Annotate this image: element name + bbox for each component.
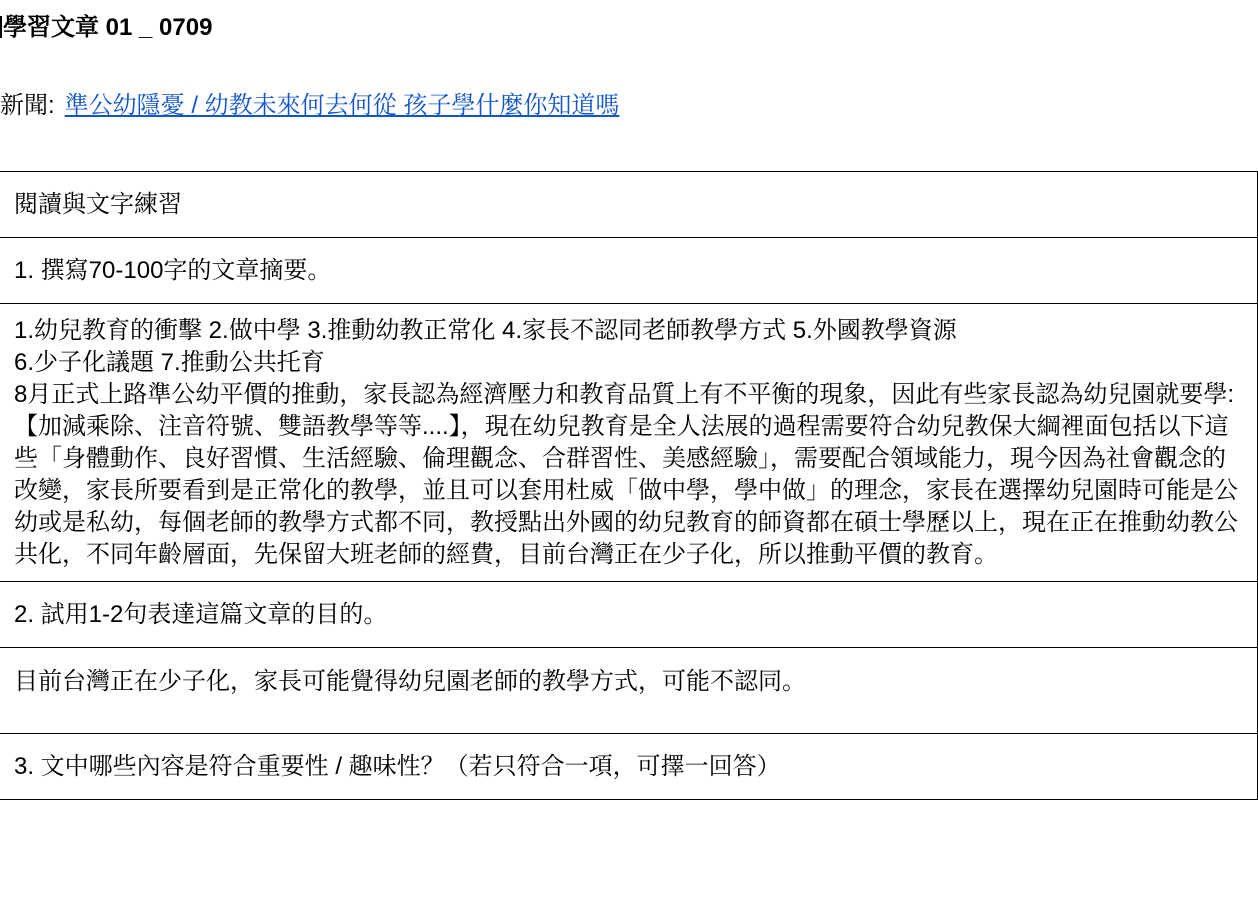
table-row	[0, 648, 1258, 734]
answer-1-keywords-line-1: 1.幼兒教育的衝擊 2.做中學 3.推動幼教正常化 4.家長不認同老師教學方式 5.外國教學資源	[14, 317, 957, 344]
question-2-cell[interactable]: 2. 試用1-2句表達這篇文章的目的。	[0, 582, 1258, 648]
table-row	[0, 172, 1258, 238]
document-title-text: 學習文章 01 _ 0709	[3, 14, 213, 41]
answer-1-keywords-line-2: 6.少子化議題 7.推動公共托育	[14, 349, 325, 376]
table-header-cell[interactable]: 閱讀與文字練習	[0, 172, 1258, 238]
news-label: 新聞:	[0, 92, 55, 119]
table-row	[0, 238, 1258, 304]
news-line	[0, 88, 619, 124]
answer-2-cell[interactable]: 目前台灣正在少子化，家長可能覺得幼兒園老師的教學方式，可能不認同。	[0, 648, 1258, 734]
table-row	[0, 304, 1258, 582]
answer-1-summary: 8月正式上路準公幼平價的推動，家長認為經濟壓力和教育品質上有不平衡的現象，因此有些家長認為幼兒園就要學:【加減乘除、注音符號、雙語教學等等....】，現在幼兒教育是全人法展的過程需要符合幼兒教保大綱裡面包括以下這些「身體動作、良好習慣、生活經驗、倫理觀念、合群習性、美感經驗」，需要配合領域能力，現今因為社會觀念的改變，家長所要看到是正常化的教學，並且可以套用杜威「做中學，學中做」的理念，家長在選擇幼兒園時可能是公幼或是私幼，每個老師的教學方式都不同，教授點出外國的幼兒教育的師資都在碩士學歷以上，現在正在推動幼教公共化，不同年齡層面，先保留大班老師的經費，目前台灣正在少子化，所以推動平價的教育。	[14, 381, 1238, 568]
answer-1-cell[interactable]	[0, 304, 1258, 582]
question-1-cell[interactable]: 1. 撰寫70-100字的文章摘要。	[0, 238, 1258, 304]
reading-practice-table	[0, 171, 1258, 800]
question-3-cell[interactable]: 3. 文中哪些內容是符合重要性 / 趣味性？（若只符合一項，可擇一回答）	[0, 734, 1258, 800]
document-title	[0, 12, 212, 44]
table-row	[0, 734, 1258, 800]
news-link[interactable]: 準公幼隱憂 / 幼教未來何去何從 孩子學什麼你知道嗎	[64, 92, 620, 119]
text-cursor	[0, 16, 2, 38]
table-row	[0, 582, 1258, 648]
